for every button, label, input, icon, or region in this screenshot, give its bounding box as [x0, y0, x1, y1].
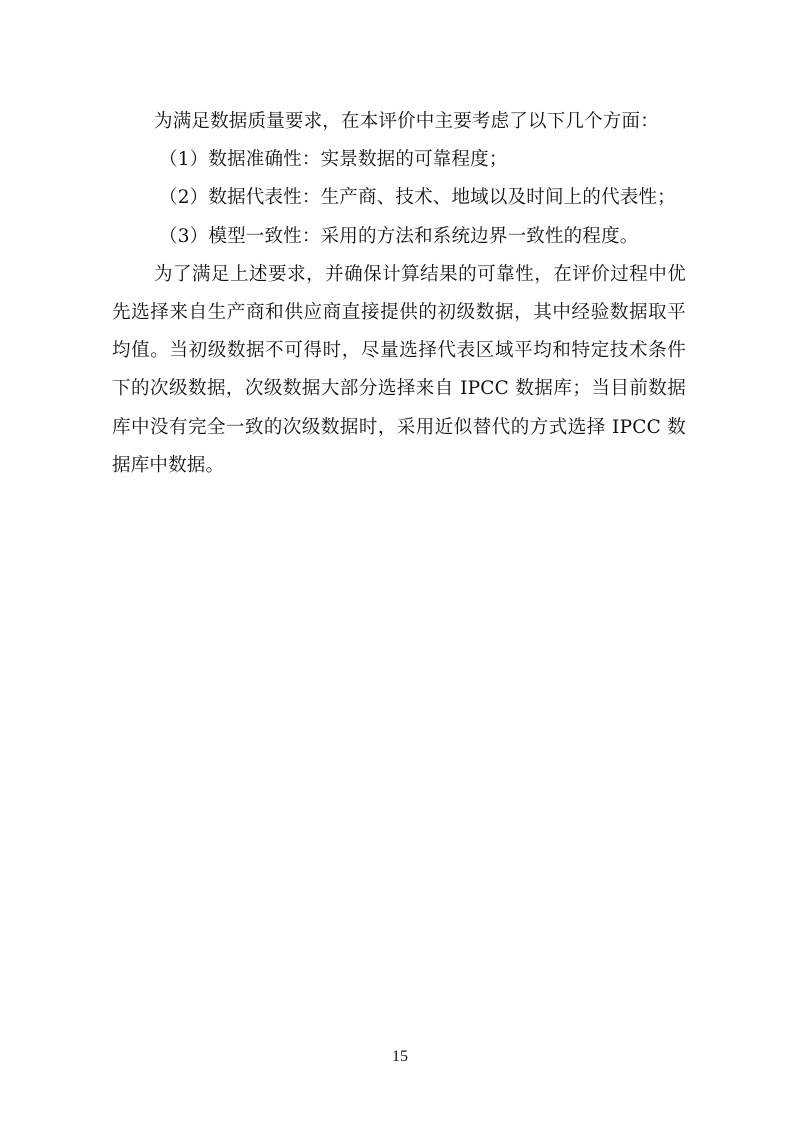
document-content: [112, 103, 686, 485]
intro-text: 为满足数据质量要求，在本评价中主要考虑了以下几个方面：: [154, 111, 659, 132]
paragraph-line-3: 均值。当初级数据不可得时，尽量选择代表区域平均和特定技术条件: [112, 340, 686, 362]
list-item-representativeness: （2）数据代表性：生产商、技术、地域以及时间上的代表性；: [159, 187, 676, 209]
list-item-accuracy: （1）数据准确性：实景数据的可靠程度；: [159, 149, 508, 171]
paragraph-line-5: 库中没有完全一致的次级数据时，采用近似替代的方式选择 IPCC 数: [112, 416, 686, 438]
page-number: 15: [392, 1048, 408, 1065]
paragraph-line-4: 下的次级数据，次级数据大部分选择来自 IPCC 数据库；当目前数据: [112, 378, 686, 400]
paragraph-line-6: 据库中数据。: [112, 454, 225, 476]
list-item-consistency: （3）模型一致性：采用的方法和系统边界一致性的程度。: [159, 225, 639, 247]
paragraph-line-2: 先选择来自生产商和供应商直接提供的初级数据，其中经验数据取平: [112, 301, 686, 323]
paragraph-line-1: 为了满足上述要求，并确保计算结果的可靠性，在评价过程中优: [154, 263, 686, 285]
